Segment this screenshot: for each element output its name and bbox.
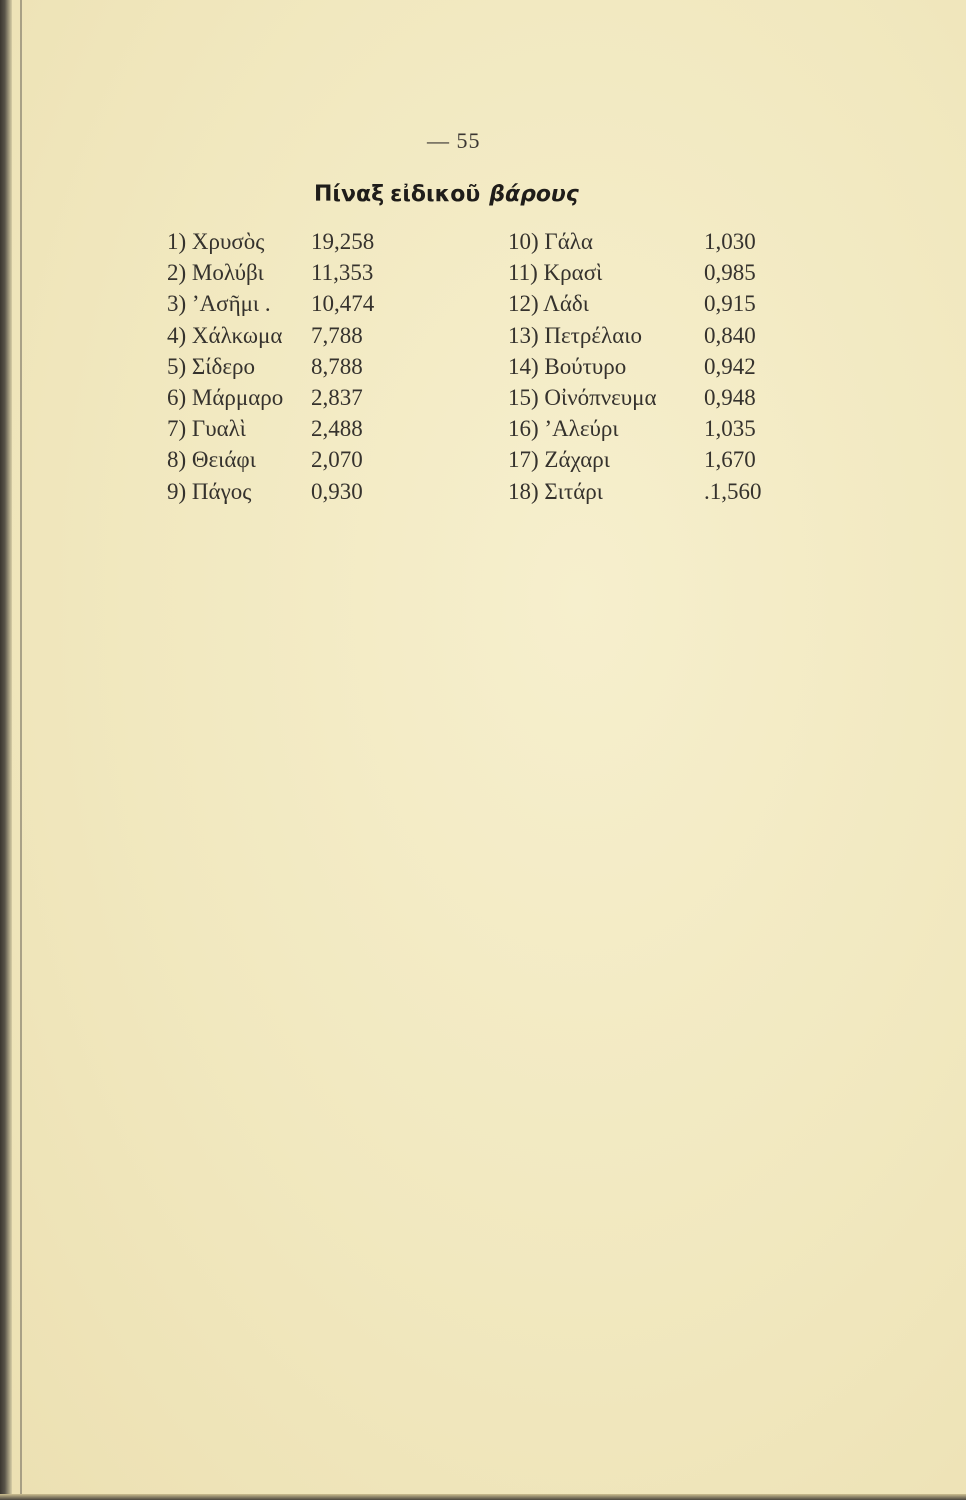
table-row bbox=[508, 320, 776, 351]
table-title bbox=[314, 182, 579, 207]
specific-weight-value: 0,948 bbox=[704, 384, 756, 410]
table-row bbox=[167, 257, 427, 288]
substance-name: 3) ʼΑσῆμι . bbox=[167, 291, 271, 317]
substance-name: 8) Θειάφι bbox=[167, 447, 256, 473]
substance-name: 7) Γυαλὶ bbox=[167, 416, 246, 442]
specific-weight-value: 0,985 bbox=[704, 260, 756, 286]
specific-weight-value: 1,030 bbox=[704, 229, 756, 254]
specific-weight-value: 11,353 bbox=[311, 260, 374, 286]
table-row bbox=[167, 413, 427, 444]
substance-name: 5) Σίδερο bbox=[167, 353, 255, 379]
substance-name: 11) Κρασὶ bbox=[508, 260, 603, 286]
table-row bbox=[167, 226, 427, 257]
page-number: — 55 bbox=[427, 128, 481, 153]
substance-name: 17) Ζάχαρι bbox=[508, 447, 610, 473]
substance-name: 9) Πάγος bbox=[167, 478, 252, 504]
specific-weight-value: 1,670 bbox=[704, 447, 756, 473]
specific-weight-value: 2,070 bbox=[311, 447, 363, 473]
specific-weight-value: 1,035 bbox=[704, 416, 756, 442]
substance-name: 1) Χρυσὸς bbox=[167, 229, 265, 254]
table-row bbox=[508, 413, 776, 444]
table-row bbox=[508, 226, 776, 257]
specific-weight-value: 2,837 bbox=[311, 384, 363, 410]
substance-name: 18) Σιτάρι bbox=[508, 478, 603, 504]
specific-weight-value: 2,488 bbox=[311, 416, 363, 442]
table-row bbox=[508, 476, 776, 507]
specific-weight-value: .1,560 bbox=[704, 478, 762, 504]
table-row bbox=[508, 257, 776, 288]
right-column bbox=[508, 226, 776, 507]
table-title-word-1: Πίναξ bbox=[314, 182, 385, 207]
specific-weight-value: 19,258 bbox=[311, 229, 375, 254]
table-row bbox=[167, 320, 427, 351]
substance-name: 6) Μάρμαρο bbox=[167, 384, 284, 410]
table-row bbox=[167, 351, 427, 382]
table-row bbox=[167, 476, 427, 507]
table-title-word-3: βάρους bbox=[489, 182, 579, 207]
substance-name: 10) Γάλα bbox=[508, 229, 593, 254]
binding-edge bbox=[0, 0, 12, 1500]
substance-name: 16) ʼΑλεύρι bbox=[508, 416, 619, 442]
table-row bbox=[508, 351, 776, 382]
binding-line bbox=[20, 0, 22, 1500]
specific-weight-value: 0,840 bbox=[704, 322, 756, 348]
table-row bbox=[167, 288, 427, 319]
substance-name: 14) Βούτυρο bbox=[508, 353, 627, 379]
bottom-edge bbox=[0, 1494, 966, 1500]
substance-name: 13) Πετρέλαιο bbox=[508, 322, 642, 348]
table-row bbox=[508, 288, 776, 319]
substance-name: 12) Λάδι bbox=[508, 291, 589, 317]
table-row bbox=[167, 382, 427, 413]
specific-weight-value: 0,942 bbox=[704, 353, 756, 379]
substance-name: 15) Οἰνόπνευμα bbox=[508, 384, 657, 410]
table-row bbox=[167, 444, 427, 475]
left-column bbox=[167, 226, 427, 507]
specific-weight-value: 7,788 bbox=[311, 322, 363, 348]
specific-weight-value: 0,915 bbox=[704, 291, 756, 317]
specific-weight-value: 8,788 bbox=[311, 353, 363, 379]
substance-name: 2) Μολύβι bbox=[167, 260, 264, 286]
table-row bbox=[508, 382, 776, 413]
specific-weight-value: 0,930 bbox=[311, 478, 363, 504]
table-row bbox=[508, 444, 776, 475]
specific-weight-value: 10,474 bbox=[311, 291, 375, 317]
substance-name: 4) Χάλκωμα bbox=[167, 322, 283, 348]
table-title-word-2: εἰδικοῦ bbox=[390, 182, 481, 207]
